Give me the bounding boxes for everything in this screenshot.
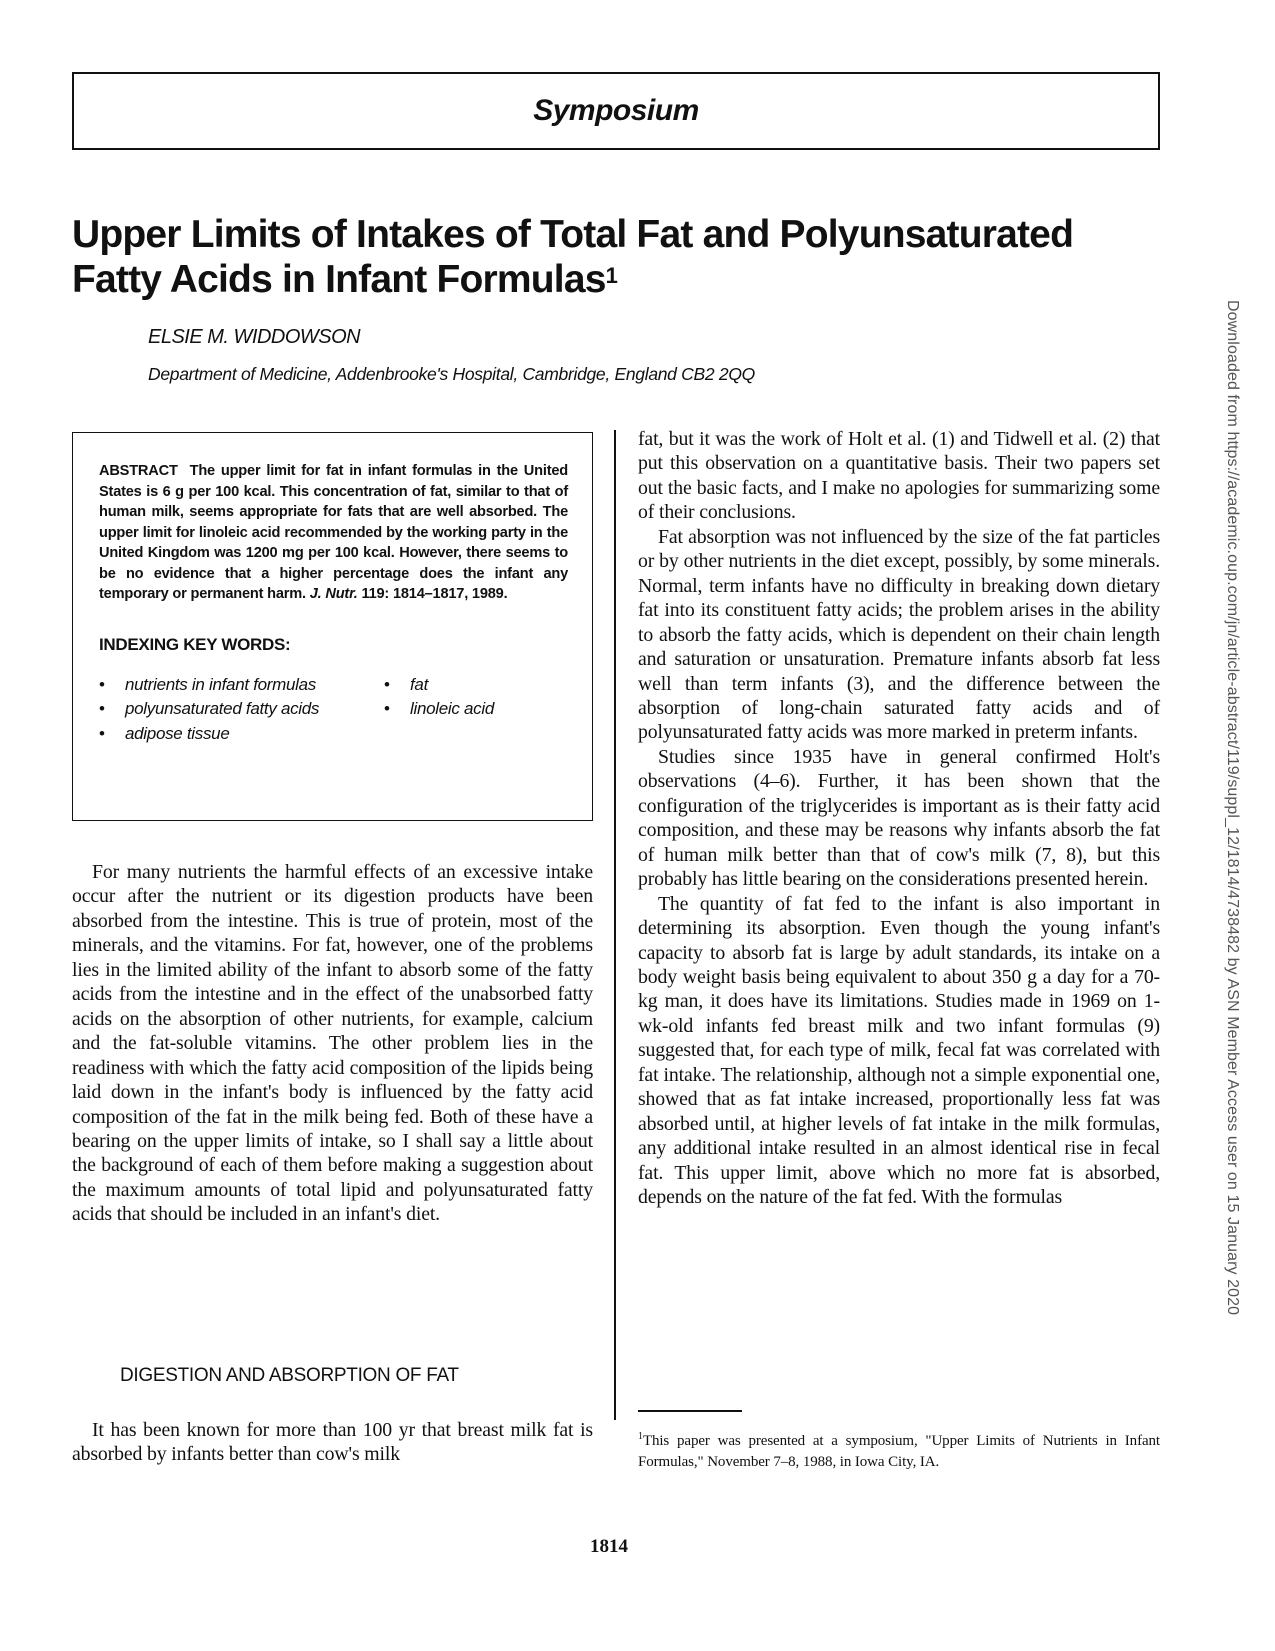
section-heading: DIGESTION AND ABSORPTION OF FAT (120, 1365, 459, 1386)
section-column (72, 1418, 593, 1467)
author-affiliation: Department of Medicine, Addenbrooke's Hospital, Cambridge, England CB2 2QQ (148, 364, 755, 384)
column-divider (614, 430, 616, 1420)
paragraph: fat, but it was the work of Holt et al. (1) and Tidwell et al. (2) that put this observation on a quantitative basis. Their two papers set out the basic facts, and I make no apologies for summarizing some of their conclusions. (638, 428, 1160, 524)
keywords-heading: INDEXING KEY WORDS: (99, 634, 291, 654)
abstract (99, 461, 568, 605)
keyword: polyunsaturated fatty acids (125, 699, 320, 718)
bullet-icon: • (99, 674, 105, 694)
right-column (638, 427, 1160, 1210)
footnote-mark: 1 (638, 1431, 643, 1442)
intro-paragraph: For many nutrients the harmful effects of an excessive intake occur after the nutrient or its digestion products have been absorbed from the intestine. This is true of protein, most of the minerals, and the vitamins. For fat, however, one of the problems lies in the limited ability of the infant to absorb some of the fatty acids from the intestine and in the effect of the unabsorbed fatty acids on the absorption of other nutrients, for example, calcium and the fat-soluble vitamins. The other problem lies in the readiness with which the fatty acid composition of the lipids being laid down in the infant's body is influenced by the fatty acid composition of the fat in the milk being fed. Both of these have a bearing on the upper limits of intake, so I shall say a little about the background of each of them before making a suggestion about the maximum amounts of total lipid and polyunsaturated fatty acids that should be included in an infant's diet. (72, 861, 593, 1226)
abstract-text: The upper limit for fat in infant formulas in the United States is 6 g per 100 kcal. This concentration of fat, similar to that of human milk, seems appropriate for fats that are well absorbed. The upper limit for linoleic acid recommended by the working party in the United Kingdom was 1200 mg per 100 kcal. However, there seems to be no evidence that a higher percentage does the infant any temporary or permanent harm. (99, 463, 569, 602)
keyword: linoleic acid (410, 699, 494, 718)
article-title (72, 212, 1122, 302)
footnote-text: This paper was presented at a symposium, "Upper Limits of Nutrients in Infant Formulas," November 7–8, 1988, in Iowa City, IA. (638, 1433, 1160, 1470)
page-number: 1814 (590, 1536, 628, 1557)
keywords-row-1 (99, 673, 568, 698)
title-footnote-mark: 1 (605, 263, 618, 288)
abstract-lead: ABSTRACT (99, 463, 178, 479)
author-name: ELSIE M. WIDDOWSON (148, 326, 361, 348)
section-paragraph: It has been known for more than 100 yr that breast milk fat is absorbed by infants better than cow's milk (72, 1419, 593, 1466)
title-text: Upper Limits of Intakes of Total Fat and Polyunsaturated Fatty Acids in Infant Formulas (72, 213, 1074, 301)
footnote-rule (638, 1410, 742, 1412)
abstract-citation-details: 119: 1814–1817, 1989. (361, 586, 508, 602)
paragraph: Studies since 1935 have in general confirmed Holt's observations (4–6). Further, it has been shown that the configuration of the triglycerides is important as is their fatty acid composition, and these may be reasons why infants absorb the fat of human milk better than that of cow's milk (7, 8), but this probably has little bearing on the considerations presented herein. (638, 745, 1160, 891)
keywords-row-2 (99, 697, 568, 722)
paragraph: The quantity of fat fed to the infant is also important in determining its absorption. Even though the young infant's capacity to absorb fat is large by adult standards, its intake on a body weight basis being equivalent to about 350 g a day for a 70-kg man, it does have its limitations. Studies made in 1969 on 1-wk-old infants fed breast milk and two infant formulas (9) suggested that, for each type of milk, fecal fat was correlated with fat intake. The relationship, although not a simple exponential one, showed that as fat intake increased, proportionally less fat was absorbed until, at higher levels of fat intake in the milk formulas, any additional intake resulted in an almost identical rise in fecal fat. This upper limit, above which no more fat is absorbed, depends on the nature of the fat fed. With the formulas (638, 892, 1160, 1209)
intro-column (72, 860, 593, 1227)
paragraph: Fat absorption was not influenced by the size of the fat particles or by other nutrients in the diet except, possibly, by some minerals. Normal, term infants have no difficulty in breaking down dietary fat into its constituent fatty acids; the problem arises in the ability to absorb the fatty acids, which is dependent on their chain length and saturation or unsaturation. Premature infants absorb fat less well than term infants (3), and the difference between the absorption of long-chain saturated fatty acids and of polyunsaturated fatty acids was more marked in preterm infants. (638, 525, 1160, 744)
keyword: adipose tissue (125, 723, 230, 743)
abstract-citation-journal: J. Nutr. (309, 586, 358, 602)
keywords-row-3 (99, 722, 568, 747)
keyword: nutrients in infant formulas (125, 674, 316, 694)
section-label: Symposium (533, 94, 699, 127)
bullet-icon: • (384, 674, 390, 694)
bullet-icon: • (99, 699, 105, 718)
bullet-icon: • (99, 723, 105, 743)
download-watermark: Downloaded from https://academic.oup.com/jn/article-abstract/119/suppl_12/1814/4738482 by ASN Member Access user on 15 January 2020 (1224, 300, 1241, 1316)
abstract-box (72, 432, 593, 821)
journal-section-banner (72, 72, 1160, 150)
footnote (638, 1426, 1160, 1473)
keyword: fat (410, 674, 429, 694)
bullet-icon: • (384, 699, 390, 718)
